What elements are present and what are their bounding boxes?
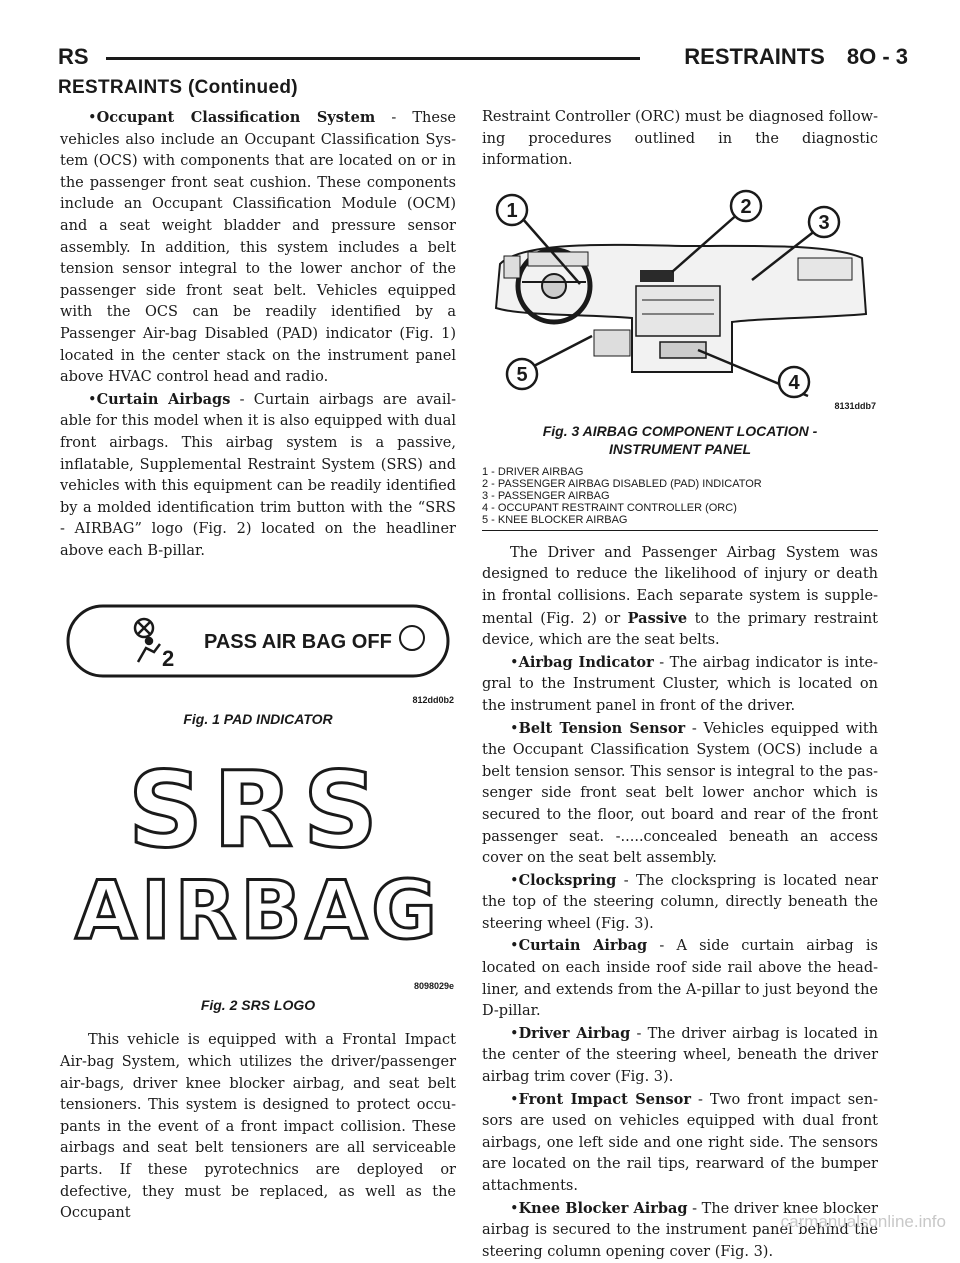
term-airbag-indicator: Airbag Indicator <box>518 653 654 671</box>
bullet: • <box>88 391 97 408</box>
item-airbag-indicator: •Airbag Indicator - The airbag indicator is inte-gral to the Instrument Cluster, which is located on the instrument panel in front of the driver. <box>482 653 878 714</box>
callout-3 <box>809 207 839 237</box>
legend-item: 2 - PASSENGER AIRBAG DISABLED (PAD) INDICATOR <box>482 477 762 490</box>
term-passive: Passive <box>627 609 688 627</box>
figure-3-airbag-locations <box>482 186 878 531</box>
pad-indicator-lamp <box>400 626 424 650</box>
paragraph-orc-continued: Restraint Controller (ORC) must be diagnosed follow-ing procedures outlined in the diagnostic information. <box>482 109 878 169</box>
figure-3-caption-line-2: INSTRUMENT PANEL <box>608 440 752 457</box>
term-clockspring: Clockspring <box>518 871 617 889</box>
bullet: • <box>510 1091 519 1108</box>
term-knee-blocker-airbag: Knee Blocker Airbag <box>518 1199 688 1217</box>
srs-logo-illustration <box>60 758 456 958</box>
text-curtain-airbags: - Curtain airbags are avail-able for this model when it is also equipped with dual front airbags. This airbag system is a passive, inflatable, Supplemental Restraint System (SRS) and vehicles with this equipment can be readily identified by a molded identification trim button with the “SRS - AIRBAG” logo (Fig. 2) located on the headliner above each B-pillar. <box>60 391 456 559</box>
bullet: • <box>510 654 519 671</box>
figure-3-legend <box>482 466 878 531</box>
callout-4 <box>779 367 809 397</box>
legend-item: 1 - DRIVER AIRBAG <box>482 465 584 478</box>
srs-logo-line-2: AIRBAG <box>75 864 441 958</box>
term-curtain-airbag: Curtain Airbag <box>518 937 648 955</box>
page-header <box>58 44 908 74</box>
figure-2-code: 8098029e <box>413 981 454 992</box>
figure-2-caption: Fig. 2 SRS LOGO <box>200 997 316 1014</box>
passenger-airbag-icon <box>135 619 160 662</box>
svg-text:1: 1 <box>506 199 518 222</box>
term-curtain-airbags: Curtain Airbags <box>96 390 231 408</box>
svg-text:2: 2 <box>740 195 752 218</box>
term-driver-airbag: Driver Airbag <box>518 1024 631 1042</box>
section-title: RESTRAINTS (Continued) <box>58 77 298 98</box>
pad-icon-number: 2 <box>162 646 175 672</box>
legend-item: 5 - KNEE BLOCKER AIRBAG <box>482 513 628 526</box>
header-model-code: RS <box>58 44 89 69</box>
header-right <box>662 44 908 70</box>
paragraph-ocs <box>60 107 456 389</box>
header-rule <box>106 57 640 60</box>
item-knee-blocker-airbag: •Knee Blocker Airbag - The driver knee blocker airbag is secured to the instrument panel behind the steering column opening cover (Fig. 3). <box>482 1199 878 1260</box>
paragraph-curtain-airbags <box>60 389 456 563</box>
term-belt-tension-sensor: Belt Tension Sensor <box>518 719 686 737</box>
term-ocs: Occupant Classification System <box>96 109 376 126</box>
paragraph-driver-passenger-system: The Driver and Passenger Airbag System was designed to reduce the likelihood of injury or death in frontal collisions. Each separate system is supple-mental (Fig. 2) or Passive to the primary restraint device, which are the seat belts. <box>482 544 878 649</box>
header-page-number: 8O - 3 <box>846 44 908 69</box>
term-front-impact-sensor: Front Impact Sensor <box>518 1090 691 1108</box>
callout-1 <box>497 195 527 225</box>
text-ocs: - These vehicles also include an Occupant Classification Sys-tem (OCS) with components that are located on or in the passenger front seat cushion. These components include an Occupant Classification Module (OCM) and a seat weight bladder and pressure sensor assembly. In addition, this system includes a belt tension sensor integral to the lower anchor of the passenger side front seat belt. Vehicles equipped with the OCS can be readily identified by a Passenger Air-bag Disabled (PAD) indicator (Fig. 1) located in the center stack on the instrument panel above HVAC control head and radio. <box>60 110 456 386</box>
legend-item: 4 - OCCUPANT RESTRAINT CONTROLLER (ORC) <box>482 501 737 514</box>
bullet: • <box>510 1200 519 1217</box>
svg-text:4: 4 <box>788 371 800 394</box>
right-column <box>482 107 878 1263</box>
bullet: • <box>510 720 519 737</box>
pad-indicator-illustration <box>60 582 456 692</box>
bullet: • <box>510 938 519 955</box>
watermark: carmanualsonline.info <box>780 1212 946 1231</box>
item-curtain-airbag: •Curtain Airbag - A side curtain airbag is located on each inside roof side rail above the head-liner, and extends from the A-pillar to just beyond the D-pillar. <box>482 937 878 1020</box>
figure-2-srs-logo <box>60 758 456 1022</box>
figure-1-code: 812dd0b2 <box>412 695 454 706</box>
instrument-panel-illustration <box>482 186 878 408</box>
figure-3-caption <box>482 422 878 458</box>
bullet: • <box>510 872 519 889</box>
svg-text:3: 3 <box>818 211 830 234</box>
figure-3-caption-line-1: Fig. 3 AIRBAG COMPONENT LOCATION - <box>542 422 818 439</box>
item-belt-tension-sensor: •Belt Tension Sensor - Vehicles equipped with the Occupant Classification System (OCS) include a belt tension sensor. This sensor is integral to the pas-senger side front seat belt lower anchor which is secured to the floor, out board and rear of the front passenger seat. -.....concealed beneath an access cover on the seat belt assembly. <box>482 719 878 867</box>
figure-1-caption: Fig. 1 PAD INDICATOR <box>183 711 333 728</box>
svg-text:5: 5 <box>516 363 528 386</box>
paragraph-frontal-impact: This vehicle is equipped with a Frontal Impact Air-bag System, which utilizes the driver/passenger air-bags, driver knee blocker airbag, and seat belt tensioners. This system is designed to protect occu-pants in the event of a front impact collision. These airbags and seat belt tensioners are all serviceable parts. If these pyrotechnics are deployed or defective, they must be replaced, as well as the Occupant <box>60 1032 456 1222</box>
legend-item: 3 - PASSENGER AIRBAG <box>482 489 610 502</box>
figure-1-pad-indicator <box>60 582 456 758</box>
figure-3-code: 8131ddb7 <box>834 400 876 411</box>
bullet: • <box>510 1025 519 1042</box>
pad-indicator-label: PASS AIR BAG OFF <box>204 631 392 654</box>
header-section-name: RESTRAINTS <box>684 44 825 69</box>
item-driver-airbag: •Driver Airbag - The driver airbag is located in the center of the steering wheel, beneath the driver airbag trim cover (Fig. 3). <box>482 1024 878 1086</box>
bullet: • <box>88 110 97 126</box>
srs-logo-line-1: SRS <box>128 758 388 872</box>
item-clockspring: •Clockspring - The clockspring is located near the top of the steering column, directly beneath the steering wheel (Fig. 3). <box>482 871 878 932</box>
callout-5 <box>507 359 537 389</box>
item-front-impact-sensor: •Front Impact Sensor - Two front impact sen-sors are used on vehicles equipped with dual front airbags, one left side and one right side. The sensors are located on the rail tips, rearward of the bumper attachments. <box>482 1090 878 1194</box>
left-column <box>60 107 456 1225</box>
callout-2 <box>731 191 761 221</box>
